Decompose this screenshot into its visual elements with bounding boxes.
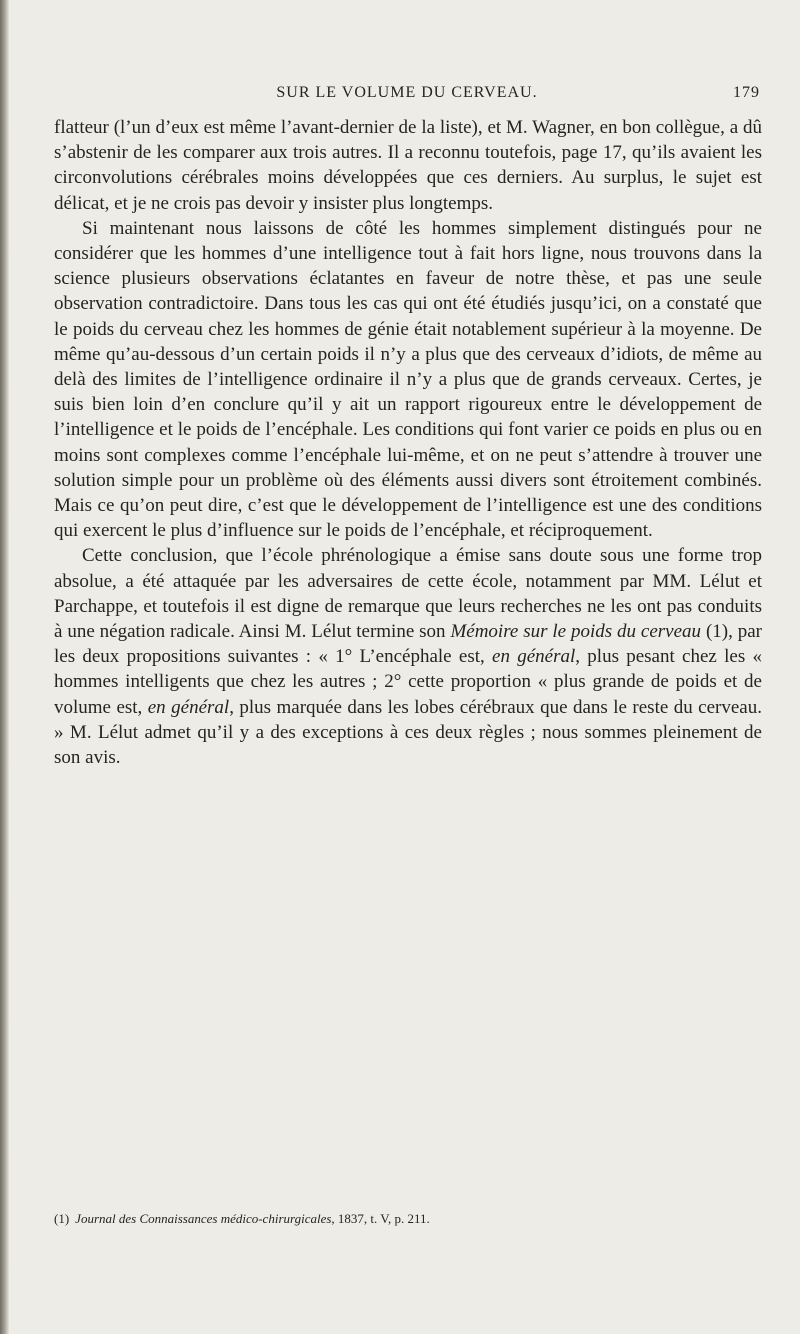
footnote-journal: Journal des Connaissances médico-chirurgicales [75,1211,332,1226]
main-text [54,115,762,770]
footnote [54,1210,762,1228]
page-spine-shadow [0,0,9,1334]
emphasis-en-general-2: en général [147,696,230,718]
paragraph-3 [54,543,762,770]
running-title: SUR LE VOLUME DU CERVEAU. [276,84,538,101]
footnote-citation: , 1837, t. V, p. 211. [331,1211,430,1226]
paragraph-1: flatteur (l’un d’eux est même l’avant-dernier de la liste), et M. Wagner, en bon collègue, a dû s’abstenir de les comparer aux trois autres. Il a reconnu toutefois, page 17, qu’ils avaient les circonvolutions cérébrales moins développées que ces derniers. Au surplus, le sujet est délicat, et je ne crois pas devoir y insister plus longtemps. [54,117,762,214]
footnote-marker: (1) [54,1211,70,1226]
emphasis-en-general-1: en général [492,646,576,668]
page-number: 179 [733,84,760,101]
memoir-title: Mémoire sur le poids du cerveau [450,621,702,643]
paragraph-3-after-title: (1), par les deux propositions suivantes : « 1° L’encéphale est, [54,621,763,668]
page-header [54,84,760,108]
paragraph-2: Si maintenant nous laissons de côté les hommes simplement distingués pour ne considérer que les hommes d’une intelligence tout à fait hors ligne, nous trouvons dans la science plusieurs observations éclatantes en faveur de notre thèse, et pas une seule observation contradictoire. Dans tous les cas qui ont été étudiés jusqu’ici, on a constaté que le poids du cerveau chez les hommes de génie était notablement supérieur à la moyenne. De même qu’au-dessous d’un certain poids il n’y a plus que des cerveaux d’idiots, de même au delà des limites de l’intelligence ordinaire il n’y a plus que de grands cerveaux. Certes, je suis bien loin d’en conclure qu’il y ait un rapport rigoureux entre le développement de l’intelligence et le poids de l’encéphale. Les conditions qui font varier ce poids en plus ou en moins sont complexes comme l’encéphale lui-même, et on ne peut s’attendre à trouver une solution simple pour un problème où des éléments aussi divers sont étroitement combinés. Mais ce qu’on peut dire, c’est que le développement de l’intelligence est une des conditions qui exercent le plus d’influence sur le poids de l’encéphale, et réciproquement. [54,217,762,542]
paragraph-3-intro: Cette conclusion, que l’école phrénologique a émise sans doute sous une forme trop absolue, a été attaquée par les adversaires de cette école, notamment par MM. Lélut et Parchappe, et toutefois il est digne de remarque que leurs recherches ne les ont pas conduits à une négation radicale. Ainsi M. Lélut termine son [54,545,762,643]
paragraph-3-middle: , plus pesant chez les « hommes intelligents que chez les autres ; 2° cette proportion « plus grande de poids et de volume est, [54,646,762,718]
paragraph-3-end: , plus marquée dans les lobes cérébraux que dans le reste du cerveau. » M. Lélut admet qu’il y a des exceptions à ces deux règles ; nous sommes pleinement de son avis. [54,696,762,769]
